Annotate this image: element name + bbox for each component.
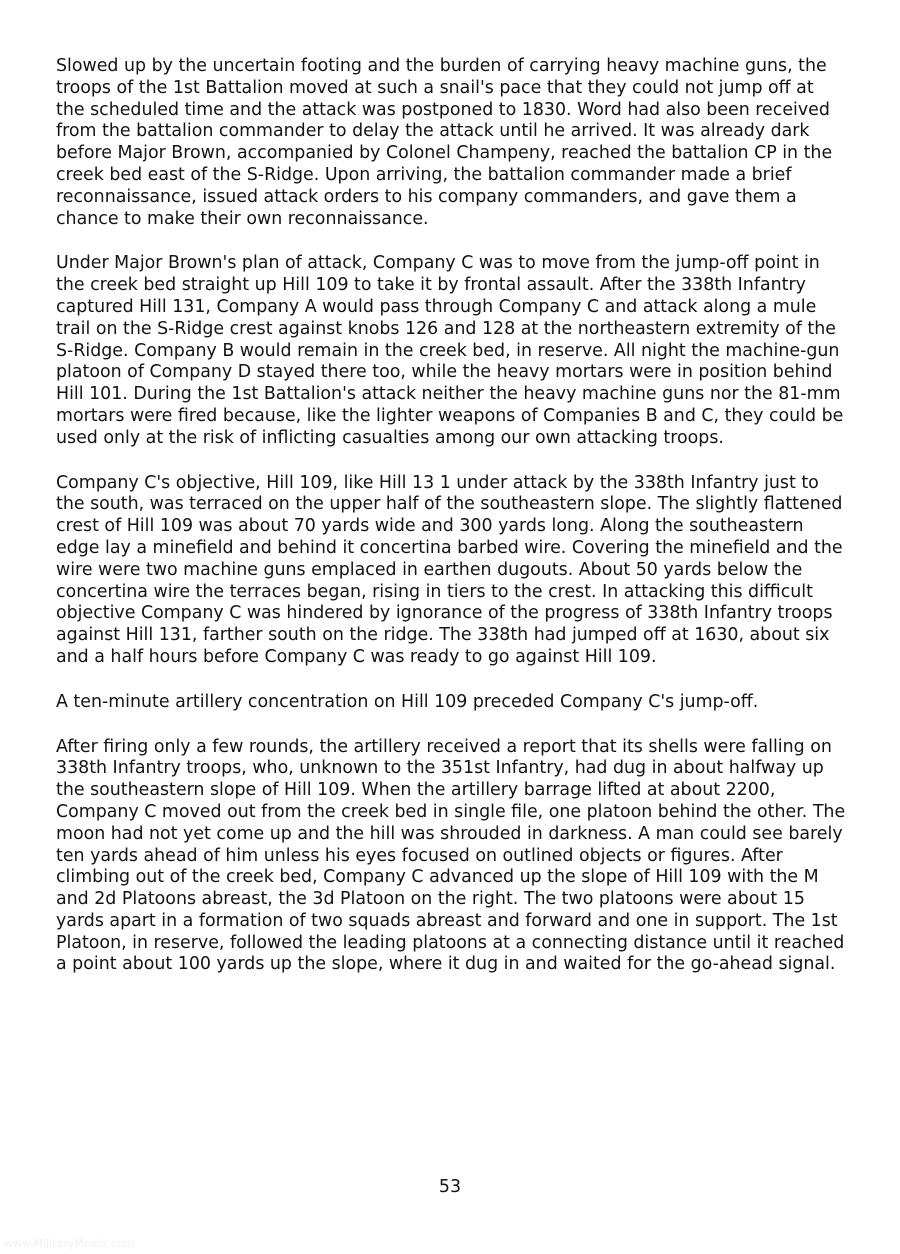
paragraph-2: Under Major Brown's plan of attack, Company C was to move from the jump-off point in the creek bed straight up Hill 109 to take it by frontal assault. After the 338th Infantry captured Hill 131, Company A would pass through Company C and attack along a mule trail on the S-Ridge crest against knobs 126 and 128 at the northeastern extremity of the S-Ridge. Company B would remain in the creek bed, in reserve. All night the machine-gun platoon of Company D stayed there too, while the heavy mortars were in position behind Hill 101. During the 1st Battalion's attack neither the heavy machine guns nor the 81-mm mortars were fired because, like the lighter weapons of Companies B and C, they could be used only at the risk of inflicting casualties among our own attacking troops. <box>56 253 844 448</box>
watermark: www.MilitaryMedia.com <box>4 1237 135 1250</box>
paragraph-1: Slowed up by the uncertain footing and the burden of carrying heavy machine guns, the troops of the 1st Battalion moved at such a snail's pace that they could not jump off at the scheduled time and the attack was postponed to 1830. Word had also been received from the battalion commander to delay the attack until he arrived. It was already dark before Major Brown, accompanied by Colonel Champeny, reached the battalion CP in the creek bed east of the S-Ridge. Upon arriving, the battalion commander made a brief reconnaissance, issued attack orders to his company commanders, and gave them a chance to make their own reconnaissance. <box>56 56 833 229</box>
paragraph-4: A ten-minute artillery concentration on Hill 109 preceded Company C's jump-off. <box>56 691 759 712</box>
paragraph-5: After firing only a few rounds, the artillery received a report that its shells were falling on 338th Infantry troops, who, unknown to the 351st Infantry, had dug in about halfway up the southeastern slope of Hill 109. When the artillery barrage lifted at about 2200, Company C moved out from the creek bed in single file, one platoon behind the other. The moon had not yet come up and the hill was shrouded in darkness. A man could see barely ten yards ahead of him unless his eyes focused on outlined objects or figures. After climbing out of the creek bed, Company C advanced up the slope of Hill 109 with the M and 2d Platoons abreast, the 3d Platoon on the right. The two platoons were about 15 yards apart in a formation of two squads abreast and forward and one in support. The 1st Platoon, in reserve, followed the leading platoons at a connecting distance until it reached a point about 100 yards up the slope, where it dug in and waited for the go-ahead signal. <box>56 736 846 975</box>
page-body <box>56 56 846 999</box>
page-number: 53 <box>438 1177 462 1197</box>
paragraph-3: Company C's objective, Hill 109, like Hill 13 1 under attack by the 338th Infantry just to the south, was terraced on the upper half of the southeastern slope. The slightly flattened crest of Hill 109 was about 70 yards wide and 300 yards long. Along the southeastern edge lay a minefield and behind it concertina barbed wire. Covering the minefield and the wire were two machine guns emplaced in earthen dugouts. About 50 yards below the concertina wire the terraces began, rising in tiers to the crest. In attacking this difficult objective Company C was hindered by ignorance of the progress of 338th Infantry troops against Hill 131, farther south on the ridge. The 338th had jumped off at 1630, about six and a half hours before Company C was ready to go against Hill 109. <box>56 472 843 667</box>
